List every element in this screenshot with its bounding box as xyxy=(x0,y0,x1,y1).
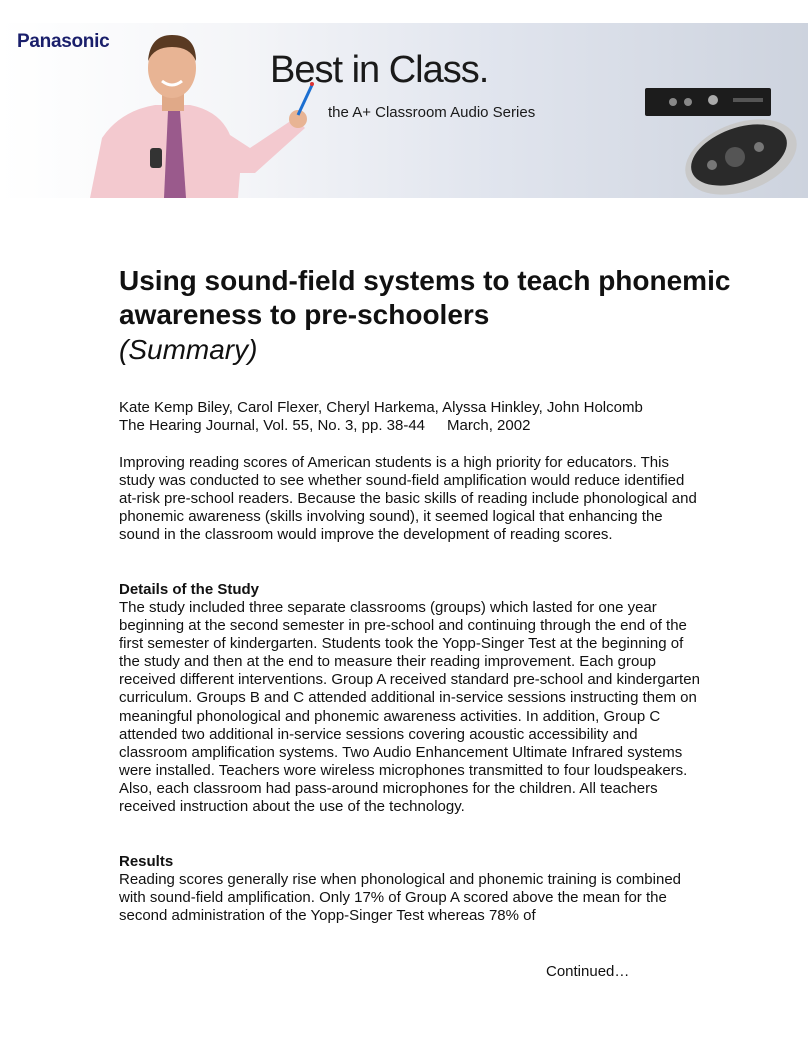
article-subtitle: (Summary) xyxy=(119,334,258,365)
header-banner xyxy=(0,23,808,198)
article-meta xyxy=(119,399,759,435)
banner-title: Best in Class. xyxy=(270,49,489,91)
brand-logo: Panasonic xyxy=(17,31,110,52)
intro-paragraph: Improving reading scores of American students is a high priority for educators. This study was conducted to see whether sound-field amplification would reduce identified at-risk pre-school readers. Because the basic skills of reading include phonological and phonemic awareness (skills involving sound), it seemed logical that enhancing the sound in the classroom would improve the development of reading scores. xyxy=(119,454,697,544)
continued-note: Continued… xyxy=(546,963,630,980)
authors: Kate Kemp Biley, Carol Flexer, Cheryl Harkema, Alyssa Hinkley, John Holcomb xyxy=(119,399,643,416)
banner-subtitle: the A+ Classroom Audio Series xyxy=(328,104,536,121)
results-heading: Results xyxy=(119,853,174,870)
citation-line xyxy=(119,417,759,435)
citation: The Hearing Journal, Vol. 55, No. 3, pp. 38-44 xyxy=(119,417,426,434)
publication-date: March, 2002 xyxy=(447,417,531,434)
article-title: Using sound-field systems to teach phonemic awareness to pre-schoolers xyxy=(119,265,731,330)
details-heading: Details of the Study xyxy=(119,581,260,598)
remote-microphone-image xyxy=(677,113,802,195)
details-paragraph: The study included three separate classrooms (groups) which lasted for one year beginning at the second semester in pre-school and continuing through the end of the first semester of kindergarten. Students took the Yopp-Singer Test at the beginning of the study and then at the end to measure their reading improvement. Each group received different interventions. Group A received standard pre-school and kindergarten curriculum. Groups B and C attended additional in-service sessions instructing them on meaningful phonological and phonemic awareness activities. In addition, Group C attended two additional in-service sessions covering acoustic accessibility and classroom amplification systems. Two Audio Enhancement Ultimate Infrared systems were installed. Teachers wore wireless microphones transmitted to four loudspeakers. Also, each classroom had pass-around microphones for the children. All teachers received instruction about the use of the technology. xyxy=(119,599,700,816)
results-paragraph: Reading scores generally rise when phonological and phonemic training is combined with sound-field amplification. Only 17% of Group A scored above the mean for the second administration of the Yopp-Singer Test whereas 78% of xyxy=(119,871,682,925)
